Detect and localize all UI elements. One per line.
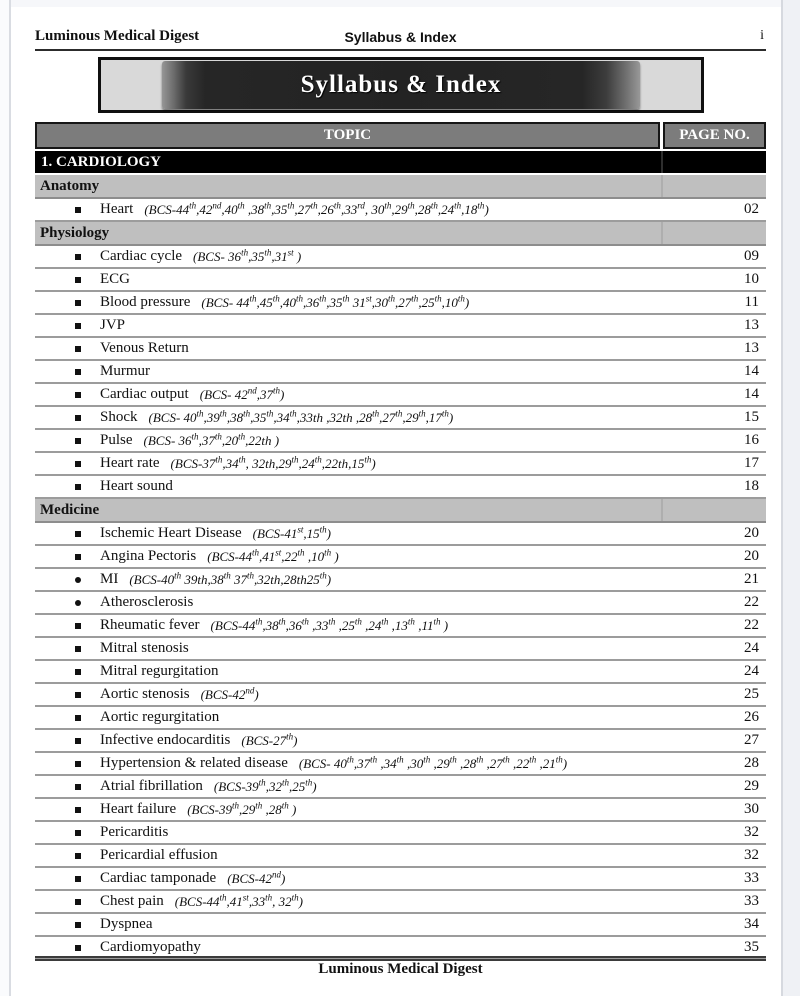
scan-edge-left-band [0,0,9,996]
table-row [35,361,766,384]
square-bullet-icon [75,899,81,905]
section-label: Medicine [40,502,100,518]
running-header-chapter: Syllabus & Index [344,29,457,45]
table-row [35,891,766,914]
table-row [35,523,766,546]
topic-label: Pulse [100,432,133,448]
section-label: Anatomy [40,178,100,194]
table-body [35,151,766,960]
topic-label: Atherosclerosis [100,594,194,610]
scan-edge-top [0,0,800,7]
table-row [35,315,766,338]
page-number: 21 [744,571,759,587]
page-title: Syllabus & Index [300,71,502,98]
topic-label: Angina Pectoris [100,548,197,564]
running-header-book-title: Luminous Medical Digest [35,28,200,44]
table-row [35,753,766,776]
table-header-row [35,122,766,149]
page-number: 24 [744,663,759,679]
square-bullet-icon [75,531,81,537]
running-header-page-number: i [760,28,764,43]
page-number: 09 [744,248,759,264]
table-row [35,199,766,222]
square-bullet-icon [75,715,81,721]
square-bullet-icon [75,277,81,283]
table-row [35,569,766,592]
scan-edge-right-line [781,0,783,996]
square-bullet-icon [75,438,81,444]
table-row [35,292,766,315]
square-bullet-icon [75,623,81,629]
square-bullet-icon [75,738,81,744]
square-bullet-icon [75,646,81,652]
page-number: 14 [744,363,759,379]
table-row [35,684,766,707]
page-number: 32 [744,847,759,863]
bcs-exam-note: (BCS-37th,34th, 32th,29th,24th,22th,15th) [170,454,376,471]
topic-label: Pericarditis [100,824,169,840]
square-bullet-icon [75,830,81,836]
table-row [35,407,766,430]
topic-label: Atrial fibrillation [100,778,203,794]
square-bullet-icon [75,254,81,260]
square-bullet-icon [75,392,81,398]
topic-label: Cardiac output [100,386,189,402]
topic-label: Rheumatic fever [100,617,200,633]
section-label: Physiology [40,225,110,241]
topic-label: Blood pressure [100,294,191,310]
page-number: 02 [744,201,759,217]
page-number: 13 [744,317,759,333]
title-banner [98,57,704,113]
topic-label: Cardiomyopathy [100,939,201,955]
topic-label: Mitral stenosis [100,640,189,656]
square-bullet-icon [75,346,81,352]
table-row [35,868,766,891]
bcs-exam-note: (BCS-44th,38th,36th ,33th ,25th ,24th ,13th ,11th ) [210,616,449,633]
table-row [35,384,766,407]
square-bullet-icon [75,207,81,213]
topic-label: Infective endocarditis [100,732,231,748]
square-bullet-icon [75,853,81,859]
page-number: 26 [744,709,759,725]
page-number: 11 [744,294,759,310]
topic-label: Aortic stenosis [100,686,190,702]
table-row [35,661,766,684]
topic-label: Heart sound [100,478,173,494]
topic-label: JVP [100,317,126,333]
scan-edge-left-line [9,0,11,996]
column-seam [661,499,663,521]
table-row [35,822,766,845]
page-number: 27 [744,732,759,748]
table-row [35,430,766,453]
table-row [35,799,766,822]
page-number: 17 [744,455,759,471]
table-row [35,615,766,638]
table-row [35,592,766,615]
section-row [35,499,766,523]
topic-label: Cardiac tamponade [100,870,217,886]
round-bullet-icon [75,600,81,606]
topic-label: Ischemic Heart Disease [100,525,242,541]
chapter-row [35,151,766,173]
topic-label: Chest pain [100,893,164,909]
square-bullet-icon [75,692,81,698]
topic-label: Aortic regurgitation [100,709,220,725]
page-number: 15 [744,409,759,425]
page-number: 28 [744,755,759,771]
page-number: 30 [744,801,759,817]
bcs-exam-note: (BCS-27th) [241,731,298,748]
bcs-exam-note: (BCS- 40th,39th,38th,35th,34th,33th ,32th ,28th,27th,29th,17th) [148,408,454,425]
page-number: 20 [744,548,759,564]
page-number: 13 [744,340,759,356]
topic-label: Heart failure [100,801,177,817]
header-rule [35,49,766,51]
page-number: 10 [744,271,759,287]
table-row [35,638,766,661]
page-number: 14 [744,386,759,402]
table-row [35,845,766,868]
table-row [35,707,766,730]
bcs-exam-note: (BCS-39th,32th,25th) [213,777,317,794]
page-number: 20 [744,525,759,541]
table-row [35,476,766,499]
page-number: 33 [744,870,759,886]
footer-book-title: Luminous Medical Digest [318,961,483,977]
square-bullet-icon [75,369,81,375]
column-header-topic: TOPIC [35,122,660,149]
column-seam [661,222,663,244]
contents-table [35,122,766,960]
topic-label: Shock [100,409,138,425]
bcs-exam-note: (BCS- 42nd,37th) [199,385,285,402]
topic-label: Venous Return [100,340,189,356]
topic-label: ECG [100,271,130,287]
square-bullet-icon [75,323,81,329]
square-bullet-icon [75,554,81,560]
table-row [35,914,766,937]
square-bullet-icon [75,922,81,928]
column-header-page: PAGE NO. [663,122,766,149]
table-row [35,269,766,292]
bcs-exam-note: (BCS-42nd) [227,869,286,886]
running-header [35,28,766,48]
page-number: 18 [744,478,759,494]
square-bullet-icon [75,484,81,490]
square-bullet-icon [75,300,81,306]
page-number: 29 [744,778,759,794]
topic-label: Cardiac cycle [100,248,183,264]
topic-label: Mitral regurgitation [100,663,219,679]
topic-label: Dyspnea [100,916,153,932]
page-number: 33 [744,893,759,909]
table-row [35,246,766,269]
square-bullet-icon [75,415,81,421]
table-row [35,730,766,753]
section-row [35,175,766,199]
bcs-exam-note: (BCS-44th,41st,33th, 32th) [174,892,303,909]
bcs-exam-note: (BCS- 36th,35th,31st ) [193,247,302,264]
square-bullet-icon [75,761,81,767]
topic-label: Hypertension & related disease [100,755,288,771]
bcs-exam-note: (BCS-44th,41st,22th ,10th ) [207,547,339,564]
bcs-exam-note: (BCS- 44th,45th,40th,36th,35th 31st,30th,27th,25th,10th) [201,293,470,310]
bcs-exam-note: (BCS-44th,42nd,40th ,38th,35th,27th,26th,33rd, 30th,29th,28th,24th,18th) [144,200,489,217]
topic-label: MI [100,571,119,587]
round-bullet-icon [75,577,81,583]
bcs-exam-note: (BCS- 40th,37th ,34th ,30th ,29th ,28th ,27th ,22th ,21th) [298,754,568,771]
page-number: 34 [744,916,759,932]
table-row [35,546,766,569]
column-seam [661,175,663,197]
topic-label: Heart [100,201,134,217]
topic-label: Pericardial effusion [100,847,218,863]
page-number: 24 [744,640,759,656]
square-bullet-icon [75,945,81,951]
table-row [35,776,766,799]
square-bullet-icon [75,876,81,882]
square-bullet-icon [75,807,81,813]
square-bullet-icon [75,669,81,675]
topic-label: Heart rate [100,455,160,471]
page-number: 25 [744,686,759,702]
chapter-label: 1. CARDIOLOGY [41,154,162,170]
page-number: 35 [744,939,759,955]
page-number: 22 [744,594,759,610]
bcs-exam-note: (BCS-42nd) [200,685,259,702]
bcs-exam-note: (BCS-39th,29th ,28th ) [187,800,297,817]
topic-label: Murmur [100,363,150,379]
section-row [35,222,766,246]
bcs-exam-note: (BCS-40th 39th,38th 37th,32th,28th25th) [129,570,332,587]
scan-edge-right-band [783,0,800,996]
square-bullet-icon [75,784,81,790]
title-banner-plate [162,61,640,109]
bcs-exam-note: (BCS-41st,15th) [252,524,332,541]
table-row [35,338,766,361]
column-seam [661,151,663,173]
square-bullet-icon [75,461,81,467]
page-number: 16 [744,432,759,448]
page-number: 22 [744,617,759,633]
page-number: 32 [744,824,759,840]
table-row [35,453,766,476]
bcs-exam-note: (BCS- 36th,37th,20th,22th ) [143,431,280,448]
